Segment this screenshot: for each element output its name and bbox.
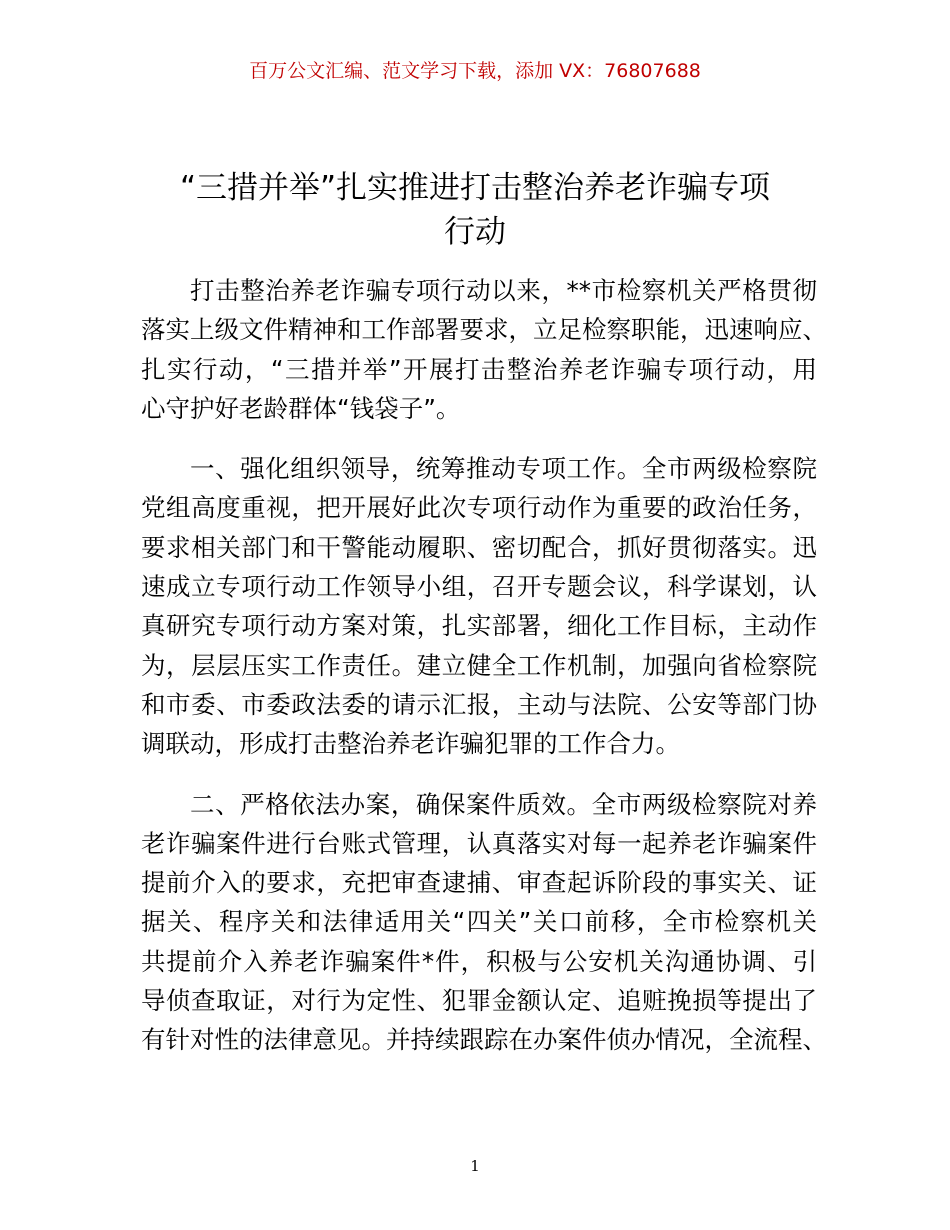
header-banner: 百万公文汇编、范文学习下载，添加 VX：76807688	[249, 60, 701, 82]
paragraph-section-two	[141, 785, 827, 1060]
text-line: 打击整治养老诈骗专项行动以来，**市检察机关严格贯彻	[190, 276, 817, 305]
title-line: 行动	[444, 214, 506, 250]
text-line: 为，层层压实工作责任。建立健全工作机制，加强向省检察院	[141, 650, 817, 680]
text-line: 有针对性的法律意见。并持续跟踪在办案件侦办情况，全流程、	[141, 1025, 827, 1055]
text-line: 速成立专项行动工作领导小组，召开专题会议，科学谋划，认	[141, 572, 817, 602]
text-line: 导侦查取证，对行为定性、犯罪金额认定、追赃挽损等提出了	[141, 986, 817, 1016]
text-line: 老诈骗案件进行台账式管理，认真落实对每一起养老诈骗案件	[141, 828, 817, 858]
text-line: 一、强化组织领导，统筹推动专项工作。全市两级检察院	[190, 454, 817, 484]
text-line: 二、严格依法办案，确保案件质效。全市两级检察院对养	[190, 789, 817, 819]
paragraph-section-one	[141, 449, 817, 763]
page-number: 1	[470, 1157, 480, 1175]
document-title	[120, 166, 830, 254]
text-line: 共提前介入养老诈骗案件*件，积极与公安机关沟通协调、引	[141, 946, 817, 976]
text-line: 扎实行动，“三措并举”开展打击整治养老诈骗专项行动，用	[141, 354, 817, 384]
text-line: 要求相关部门和干警能动履职、密切配合，抓好贯彻落实。迅	[141, 532, 817, 562]
document-body	[141, 271, 827, 1081]
text-line: 和市委、市委政法委的请示汇报，主动与法院、公安等部门协	[141, 689, 817, 719]
text-line: 心守护好老龄群体“钱袋子”。	[141, 393, 461, 423]
title-line: “三措并举”扎实推进打击整治养老诈骗专项	[179, 170, 771, 206]
text-line: 提前介入的要求，充把审查逮捕、审查起诉阶段的事实关、证	[141, 868, 817, 898]
text-line: 落实上级文件精神和工作部署要求，立足检察职能，迅速响应、	[141, 315, 827, 345]
text-line: 调联动，形成打击整治养老诈骗犯罪的工作合力。	[141, 729, 680, 759]
text-line: 真研究专项行动方案对策，扎实部署，细化工作目标，主动作	[141, 611, 817, 641]
paragraph-intro	[141, 271, 827, 428]
text-line: 据关、程序关和法律适用关“四关”关口前移，全市检察机关	[141, 907, 817, 937]
text-line: 党组高度重视，把开展好此次专项行动作为重要的政治任务，	[141, 493, 817, 523]
